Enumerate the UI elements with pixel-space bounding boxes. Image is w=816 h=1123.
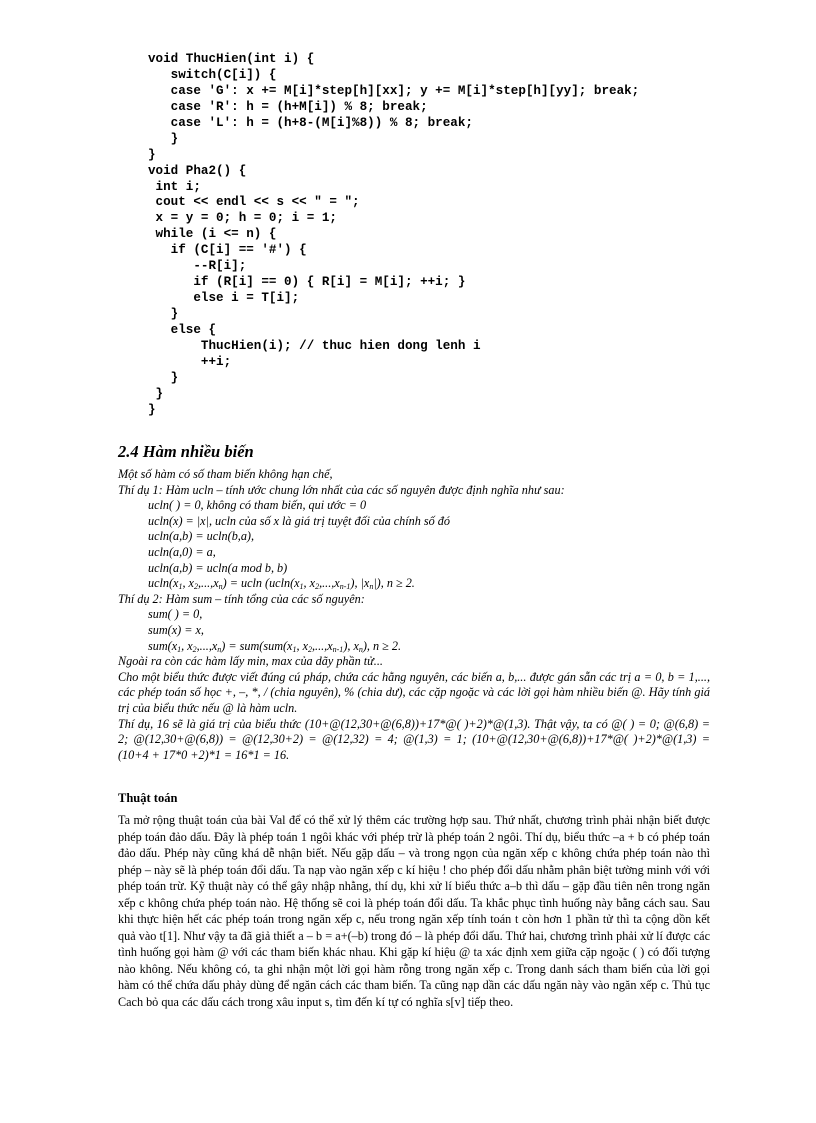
definition-line: ucln(a,b) = ucln(b,a), [148,529,255,544]
code-block [148,52,639,419]
definition-line: ucln(a,0) = a, [148,544,216,559]
code-line: } [148,307,179,321]
code-line: } [148,147,156,162]
code-line: while (i <= n) { [148,227,277,242]
code-line: if (C[i] == '#') { [148,243,307,258]
code-line: int i; [148,179,201,194]
algorithm-paragraph: Ta mở rộng thuật toán của bài Val để có thể xử lý thêm các trường hợp sau. Thứ nhất, chương trình phải nhận biết được phép toán đảo dấu. Đây là phép toán 1 ngôi khác với phép trừ là phép toán 2 ngôi. Thí dụ, biểu thức –a + b có phép toán đảo dấu. Phép này cũng khá dễ nhận biết. Nếu gặp dấu – và trong ngọn của ngăn xếp c không chứa phép toán nào thì phép – này sẽ là phép toán đổi dấu. Ta nạp vào ngăn xếp c kí hiệu ! cho phép đổi dấu nhằm phân biệt tường minh với với phép toán trừ. Kỹ thuật này có thể gây nhập nhằng, thí dụ, khi xử lí biểu thức a–b thì dấu – gặp đầu tiên nên trong ngăn xếp c không chứa phép toán nào. Hệ thống sẽ coi là phép toán đổi dấu. Ta khắc phục tình huống này bằng cách sau. Sau khi thực hiện hết các phép toán trong ngăn xếp c, nếu trong ngăn xếp tính toán t còn hơn 1 phần tử thì ta cộng dồn kết quả vào t[1]. Như vậy ta đã giả thiết a – b = a+(–b) trong đó – là phép đổi dấu. Thứ hai, chương trình phải xử lí được các tình huống gọi hàm @ với các tham biến khác nhau. Khi gặp kí hiệu @ ta xác định xem giữa cặp ngoặc ( ) có đối tượng nào không. Nếu không có, ta ghi nhận một lời gọi hàm rỗng trong ngăn xếp c. Trong danh sách tham biến của lời gọi hàm có thể chứa dấu phảy dùng để ngăn cách các tham biến. Ta cũng nạp dần các dấu ngăn này vào ngăn xếp c. Thủ tục Cach bỏ qua các dấu cách trong xâu input s, tìm đến kí tự có nghĩa s[v] tiếp theo. [118,813,710,1009]
section-number: 2.4 [118,442,139,461]
definition-line: sum(x) = x, [148,622,204,637]
code-line: if (R[i] == 0) { R[i] = M[i]; ++i; } [148,275,466,290]
intro-line: Một số hàm có số tham biến không hạn chế, [118,467,333,481]
code-line: } [148,370,179,385]
code-line: case 'R': h = (h+M[i]) % 8; break; [148,99,428,114]
problem-statement: Cho một biểu thức được viết đúng cú pháp, chứa các hằng nguyên, các biến a, b,... được gán sẵn các trị a = 0, b = 1,..., các phép toán số học +, –, *, / (chia nguyên), % (chia dư), các cặp ngoặc và các lời gọi hàm nhiều biến @. Hãy tính giá trị của biểu thức nếu @ là hàm ucln. [118,669,710,715]
definition-line: ucln( ) = 0, không có tham biến, qui ước = 0 [148,498,367,513]
section-title-text: Hàm nhiều biến [142,442,254,461]
code-line: void ThucHien(int i) { [148,52,315,66]
definition-line-formula: $sum(x_1$, $x_2,...,x_n) = sum(sum(x_1$, $x_2,...,x_{n-1}$), $x_n$), n ≥ 2. [148,638,402,654]
code-line: } [148,402,156,417]
definition-line-formula: $ucln(x_1$, $x_2,...,x_n) = ucln$ ($ucln(x_1$, $x_2,...,x_{n-1}$), $|x_n|$), n ≥ 2. [148,576,415,592]
code-line: x = y = 0; h = 0; i = 1; [148,211,337,226]
section-heading [118,442,718,462]
definition-line: ucln(x) = |x|, ucln của số x là giá trị tuyệt đối của chính số đó [148,513,450,528]
code-line: cout << endl << s << " = "; [148,195,360,210]
algorithm-heading: Thuật toán [118,791,178,805]
code-line: } [148,386,164,401]
example-paragraph: Thí dụ, 16 sẽ là giá trị của biểu thức (10+@(12,30+@(6,8))+17*@( )+2)*@(1,3). Thật vậy, ta có @( ) = 0; @(6,8) = 2; @(12,30+@(6,8)) = @(12,30+2) = @(12,32) = 4; @(1,3) = 1; (10+@(12,30+@(6,8))+17*@( )+2)*@(1,3) = (10+4 + 17*0 +2)*1 = 16*1 = 16. [118,716,710,762]
example-2-line: Thí dụ 2: Hàm sum – tính tổng của các số nguyên: [118,591,365,606]
code-line: else i = T[i]; [148,291,300,306]
code-line: } [148,131,179,146]
code-line: ++i; [148,354,232,369]
definition-line: ucln(a,b) = ucln(a mod b, b) [148,560,288,575]
code-line: switch(C[i]) { [148,67,277,82]
section-title [118,442,718,462]
code-line: ThucHien(i); // thuc hien dong lenh i [148,338,481,353]
code-line: case 'G': x += M[i]*step[h][xx]; y += M[i]*step[h][yy]; break; [148,83,640,98]
definition-line: sum( ) = 0, [148,607,203,622]
code-line: void Pha2() { [148,163,247,178]
code-line: else { [148,322,217,337]
section-intro [118,467,710,763]
code-line: --R[i]; [148,259,247,274]
code-line: case 'L': h = (h+8-(M[i]%8)) % 8; break; [148,115,473,130]
intro-line: Ngoài ra còn các hàm lấy min, max của dãy phần tử... [118,654,383,669]
example-1-line: Thí dụ 1: Hàm ucln – tính ước chung lớn nhất của các số nguyên được định nghĩa như sau: [118,482,565,497]
